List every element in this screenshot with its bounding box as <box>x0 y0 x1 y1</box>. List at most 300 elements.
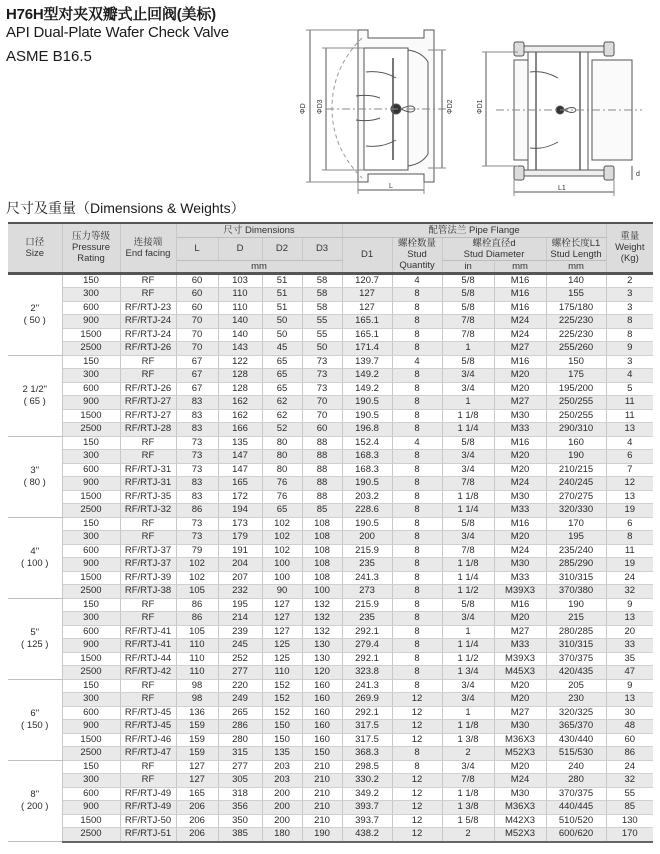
table-row <box>8 625 653 639</box>
cell-stud-dia-mm: M16 <box>494 517 546 531</box>
cell-d1: 269.9 <box>342 693 392 707</box>
title-english: API Dual-Plate Wafer Check Valve <box>6 24 229 41</box>
cell-l: 136 <box>176 706 218 720</box>
cell-end-facing: RF/RTJ-41 <box>120 625 176 639</box>
cell-stud-length: 250/255 <box>546 409 606 423</box>
cell-weight: 32 <box>606 774 653 788</box>
cell-stud-length: 320/325 <box>546 706 606 720</box>
cell-stud-dia-in: 3/4 <box>442 760 494 774</box>
cell-stud-length: 290/310 <box>546 423 606 437</box>
cell-d3: 160 <box>302 720 342 734</box>
section-title: 尺寸及重量（Dimensions & Weights） <box>6 200 245 216</box>
cell-stud-length: 510/520 <box>546 814 606 828</box>
cell-weight: 19 <box>606 558 653 572</box>
table-row <box>8 301 653 315</box>
cell-end-facing: RF/RTJ-49 <box>120 801 176 815</box>
cell-d2: 135 <box>262 747 302 761</box>
table-row <box>8 531 653 545</box>
cell-stud-dia-in: 7/8 <box>442 544 494 558</box>
cell-l: 70 <box>176 328 218 342</box>
cell-end-facing: RF <box>120 288 176 302</box>
cell-stud-dia-in: 5/8 <box>442 436 494 450</box>
cell-stud-dia-in: 1 3/8 <box>442 801 494 815</box>
cell-d1: 438.2 <box>342 828 392 842</box>
cell-d2: 150 <box>262 733 302 747</box>
cell-end-facing: RF/RTJ-31 <box>120 477 176 491</box>
table-row <box>8 558 653 572</box>
header-d2: D2 <box>262 237 302 260</box>
cell-l: 206 <box>176 828 218 842</box>
cell-stud-dia-mm: M45X3 <box>494 666 546 680</box>
cell-d2: 80 <box>262 463 302 477</box>
cell-d1: 279.4 <box>342 639 392 653</box>
cell-stud-dia-mm: M52X3 <box>494 747 546 761</box>
table-row <box>8 463 653 477</box>
cell-d3: 100 <box>302 585 342 599</box>
cell-pressure: 600 <box>62 625 120 639</box>
cell-d2: 127 <box>262 612 302 626</box>
cell-stud-dia-mm: M30 <box>494 558 546 572</box>
cell-d2: 76 <box>262 490 302 504</box>
cell-l: 110 <box>176 639 218 653</box>
cell-stud-dia-in: 1 5/8 <box>442 814 494 828</box>
cell-stud-length: 240/245 <box>546 477 606 491</box>
cell-stud-dia-in: 1 1/8 <box>442 558 494 572</box>
cell-l: 102 <box>176 571 218 585</box>
cell-stud-dia-mm: M24 <box>494 328 546 342</box>
cell-l: 206 <box>176 801 218 815</box>
cell-stud-qty: 4 <box>392 273 442 288</box>
svg-text:ΦD3: ΦD3 <box>317 99 324 114</box>
size-cell <box>8 679 62 760</box>
cell-d3: 58 <box>302 288 342 302</box>
cell-d1: 127 <box>342 301 392 315</box>
cell-d: 249 <box>218 693 262 707</box>
header-d: D <box>218 237 262 260</box>
cell-end-facing: RF <box>120 693 176 707</box>
cell-d1: 349.2 <box>342 787 392 801</box>
cell-stud-qty: 8 <box>392 382 442 396</box>
cell-d: 162 <box>218 409 262 423</box>
table-row <box>8 706 653 720</box>
cell-l: 110 <box>176 652 218 666</box>
cell-l: 206 <box>176 814 218 828</box>
cell-pressure: 150 <box>62 760 120 774</box>
cell-pressure: 1500 <box>62 733 120 747</box>
cell-d2: 102 <box>262 544 302 558</box>
cell-stud-dia-mm: M33 <box>494 571 546 585</box>
cell-end-facing: RF/RTJ-49 <box>120 787 176 801</box>
cell-pressure: 2500 <box>62 423 120 437</box>
header-dim-unit: mm <box>176 260 342 273</box>
cell-l: 102 <box>176 558 218 572</box>
cell-d3: 150 <box>302 747 342 761</box>
cell-end-facing: RF/RTJ-26 <box>120 342 176 356</box>
cell-stud-length: 160 <box>546 436 606 450</box>
svg-text:ΦD1: ΦD1 <box>477 99 484 114</box>
wafer-valve-drawing <box>306 30 446 194</box>
cell-stud-dia-mm: M24 <box>494 315 546 329</box>
cell-stud-length: 210/215 <box>546 463 606 477</box>
cell-weight: 24 <box>606 760 653 774</box>
cell-d2: 152 <box>262 693 302 707</box>
cell-weight: 9 <box>606 679 653 693</box>
cell-d2: 102 <box>262 531 302 545</box>
cell-end-facing: RF/RTJ-41 <box>120 639 176 653</box>
cell-d3: 88 <box>302 450 342 464</box>
cell-stud-length: 370/375 <box>546 652 606 666</box>
cell-stud-dia-mm: M27 <box>494 625 546 639</box>
cell-stud-dia-in: 3/4 <box>442 612 494 626</box>
cell-d: 318 <box>218 787 262 801</box>
cell-d1: 168.3 <box>342 450 392 464</box>
cell-d1: 171.4 <box>342 342 392 356</box>
cell-l: 98 <box>176 693 218 707</box>
cell-stud-length: 255/260 <box>546 342 606 356</box>
cell-d2: 45 <box>262 342 302 356</box>
cell-pressure: 150 <box>62 436 120 450</box>
cell-stud-dia-in: 5/8 <box>442 288 494 302</box>
cell-d1: 393.7 <box>342 814 392 828</box>
cell-d2: 110 <box>262 666 302 680</box>
cell-d2: 152 <box>262 679 302 693</box>
cell-pressure: 300 <box>62 450 120 464</box>
cell-stud-length: 175/180 <box>546 301 606 315</box>
cell-pressure: 2500 <box>62 342 120 356</box>
cell-d3: 160 <box>302 733 342 747</box>
cell-d3: 108 <box>302 558 342 572</box>
cell-stud-qty: 8 <box>392 747 442 761</box>
cell-d1: 149.2 <box>342 382 392 396</box>
table-row <box>8 315 653 329</box>
cell-pressure: 300 <box>62 774 120 788</box>
cell-d2: 200 <box>262 801 302 815</box>
svg-text:L: L <box>389 183 393 190</box>
standard-label: ASME B16.5 <box>6 48 92 65</box>
cell-end-facing: RF/RTJ-44 <box>120 652 176 666</box>
cell-stud-length: 230 <box>546 693 606 707</box>
cell-d3: 160 <box>302 706 342 720</box>
cell-d1: 139.7 <box>342 355 392 369</box>
cell-stud-dia-mm: M16 <box>494 273 546 288</box>
cell-weight: 13 <box>606 693 653 707</box>
cell-weight: 6 <box>606 450 653 464</box>
cell-d: 239 <box>218 625 262 639</box>
cell-stud-length: 440/445 <box>546 801 606 815</box>
cell-stud-qty: 12 <box>392 733 442 747</box>
cell-d2: 203 <box>262 774 302 788</box>
table-row <box>8 585 653 599</box>
size-inch: 2 1/2" <box>22 383 47 395</box>
cell-stud-dia-mm: M36X3 <box>494 801 546 815</box>
cell-stud-dia-mm: M24 <box>494 774 546 788</box>
cell-stud-length: 205 <box>546 679 606 693</box>
cell-stud-dia-mm: M16 <box>494 436 546 450</box>
cell-d1: 292.1 <box>342 652 392 666</box>
cell-stud-dia-in: 2 <box>442 747 494 761</box>
cell-stud-qty: 8 <box>392 585 442 599</box>
cell-l: 73 <box>176 463 218 477</box>
cell-pressure: 150 <box>62 273 120 288</box>
size-cell <box>8 517 62 598</box>
table-row <box>8 787 653 801</box>
cell-d3: 108 <box>302 531 342 545</box>
cell-stud-dia-mm: M33 <box>494 639 546 653</box>
cell-d3: 210 <box>302 801 342 815</box>
cell-d: 140 <box>218 328 262 342</box>
cell-end-facing: RF/RTJ-42 <box>120 666 176 680</box>
cell-d2: 127 <box>262 598 302 612</box>
cell-stud-qty: 4 <box>392 436 442 450</box>
cell-d3: 55 <box>302 315 342 329</box>
size-cell <box>8 355 62 436</box>
cell-stud-qty: 8 <box>392 625 442 639</box>
cell-d: 385 <box>218 828 262 842</box>
cell-d2: 90 <box>262 585 302 599</box>
cell-stud-dia-in: 7/8 <box>442 774 494 788</box>
cell-stud-length: 270/275 <box>546 490 606 504</box>
cell-stud-dia-mm: M20 <box>494 760 546 774</box>
cell-d: 214 <box>218 612 262 626</box>
cell-pressure: 2500 <box>62 585 120 599</box>
table-row <box>8 652 653 666</box>
cell-stud-qty: 8 <box>392 679 442 693</box>
cell-d1: 215.9 <box>342 598 392 612</box>
cell-d3: 85 <box>302 504 342 518</box>
cell-d2: 65 <box>262 382 302 396</box>
cell-l: 70 <box>176 315 218 329</box>
cell-l: 105 <box>176 625 218 639</box>
cell-end-facing: RF/RTJ-50 <box>120 814 176 828</box>
cell-d: 165 <box>218 477 262 491</box>
cell-stud-dia-in: 3/4 <box>442 531 494 545</box>
cell-stud-dia-in: 3/4 <box>442 463 494 477</box>
cell-d1: 190.5 <box>342 517 392 531</box>
cell-end-facing: RF/RTJ-51 <box>120 828 176 842</box>
header-end-facing: 连接端 End facing <box>120 223 176 273</box>
cell-stud-length: 150 <box>546 355 606 369</box>
cell-stud-qty: 8 <box>392 396 442 410</box>
cell-d3: 70 <box>302 396 342 410</box>
cell-pressure: 300 <box>62 612 120 626</box>
cell-stud-dia-mm: M39X3 <box>494 652 546 666</box>
cell-weight: 5 <box>606 382 653 396</box>
cell-d1: 323.8 <box>342 666 392 680</box>
cell-stud-qty: 8 <box>392 531 442 545</box>
cell-d2: 65 <box>262 369 302 383</box>
cell-stud-qty: 8 <box>392 450 442 464</box>
cell-pressure: 600 <box>62 787 120 801</box>
cell-d: 143 <box>218 342 262 356</box>
table-row <box>8 544 653 558</box>
cell-end-facing: RF/RTJ-47 <box>120 747 176 761</box>
cell-d1: 127 <box>342 288 392 302</box>
cell-stud-length: 195/200 <box>546 382 606 396</box>
cell-d1: 203.2 <box>342 490 392 504</box>
dimensions-weights-table <box>8 222 653 843</box>
cell-d: 172 <box>218 490 262 504</box>
cell-stud-qty: 8 <box>392 409 442 423</box>
cell-stud-qty: 8 <box>392 423 442 437</box>
table-row <box>8 598 653 612</box>
cell-stud-dia-in: 1 1/4 <box>442 639 494 653</box>
cell-stud-qty: 12 <box>392 801 442 815</box>
cell-stud-dia-in: 1 <box>442 396 494 410</box>
cell-stud-dia-in: 1 1/8 <box>442 490 494 504</box>
cell-weight: 8 <box>606 531 653 545</box>
cell-d1: 215.9 <box>342 544 392 558</box>
title-block <box>6 6 229 66</box>
cell-stud-qty: 12 <box>392 774 442 788</box>
cell-d1: 165.1 <box>342 328 392 342</box>
cell-d1: 235 <box>342 612 392 626</box>
cell-stud-qty: 8 <box>392 571 442 585</box>
cell-stud-dia-mm: M52X3 <box>494 828 546 842</box>
cell-end-facing: RF <box>120 679 176 693</box>
cell-d3: 58 <box>302 301 342 315</box>
cell-end-facing: RF/RTJ-37 <box>120 544 176 558</box>
cell-weight: 12 <box>606 477 653 491</box>
cell-d2: 52 <box>262 423 302 437</box>
cell-stud-dia-mm: M20 <box>494 612 546 626</box>
cell-stud-dia-in: 1 1/2 <box>442 652 494 666</box>
cell-l: 165 <box>176 787 218 801</box>
cell-stud-qty: 8 <box>392 612 442 626</box>
cell-d: 305 <box>218 774 262 788</box>
cell-d1: 168.3 <box>342 463 392 477</box>
cell-stud-dia-in: 1 1/2 <box>442 585 494 599</box>
cell-d3: 132 <box>302 625 342 639</box>
cell-weight: 130 <box>606 814 653 828</box>
cell-stud-qty: 12 <box>392 693 442 707</box>
cell-stud-dia-mm: M20 <box>494 450 546 464</box>
table-row <box>8 720 653 734</box>
cell-stud-length: 155 <box>546 288 606 302</box>
cell-weight: 7 <box>606 463 653 477</box>
cell-l: 159 <box>176 747 218 761</box>
cell-weight: 30 <box>606 706 653 720</box>
cell-stud-dia-mm: M16 <box>494 288 546 302</box>
cell-d2: 180 <box>262 828 302 842</box>
cell-d1: 190.5 <box>342 409 392 423</box>
cell-d2: 51 <box>262 301 302 315</box>
cell-l: 86 <box>176 504 218 518</box>
cell-l: 73 <box>176 531 218 545</box>
cell-stud-dia-mm: M36X3 <box>494 733 546 747</box>
cell-d1: 241.3 <box>342 679 392 693</box>
svg-text:ΦD2: ΦD2 <box>447 99 454 114</box>
label-d: ΦD <box>300 103 307 114</box>
cell-stud-dia-in: 5/8 <box>442 355 494 369</box>
cell-d: 147 <box>218 450 262 464</box>
size-inch: 5" <box>30 626 40 638</box>
cell-stud-length: 310/315 <box>546 639 606 653</box>
cell-stud-dia-mm: M16 <box>494 598 546 612</box>
cell-weight: 170 <box>606 828 653 842</box>
cell-stud-length: 280 <box>546 774 606 788</box>
cell-l: 83 <box>176 396 218 410</box>
cell-stud-dia-in: 7/8 <box>442 328 494 342</box>
cell-d1: 273 <box>342 585 392 599</box>
cell-pressure: 1500 <box>62 814 120 828</box>
table-row <box>8 423 653 437</box>
size-inch: 2" <box>30 302 40 314</box>
cell-d: 356 <box>218 801 262 815</box>
svg-text:d: d <box>636 171 640 178</box>
cell-stud-dia-in: 1 1/4 <box>442 571 494 585</box>
cell-pressure: 300 <box>62 369 120 383</box>
cell-weight: 3 <box>606 301 653 315</box>
cell-stud-dia-mm: M30 <box>494 409 546 423</box>
cell-d1: 200 <box>342 531 392 545</box>
cell-stud-qty: 12 <box>392 787 442 801</box>
cell-d: 252 <box>218 652 262 666</box>
cell-end-facing: RF <box>120 598 176 612</box>
cell-l: 83 <box>176 490 218 504</box>
cell-pressure: 600 <box>62 463 120 477</box>
cell-d3: 160 <box>302 693 342 707</box>
table-row <box>8 814 653 828</box>
cell-stud-length: 225/230 <box>546 315 606 329</box>
cell-d1: 149.2 <box>342 369 392 383</box>
cell-d3: 210 <box>302 760 342 774</box>
cell-end-facing: RF/RTJ-46 <box>120 733 176 747</box>
cell-d3: 108 <box>302 544 342 558</box>
cell-d1: 241.3 <box>342 571 392 585</box>
cell-d1: 393.7 <box>342 801 392 815</box>
cell-pressure: 1500 <box>62 409 120 423</box>
cell-end-facing: RF/RTJ-24 <box>120 315 176 329</box>
cell-l: 86 <box>176 598 218 612</box>
cell-d2: 80 <box>262 450 302 464</box>
cell-stud-length: 175 <box>546 369 606 383</box>
cell-weight: 2 <box>606 273 653 288</box>
table-row <box>8 409 653 423</box>
cell-weight: 33 <box>606 639 653 653</box>
cell-l: 60 <box>176 301 218 315</box>
cell-d2: 80 <box>262 436 302 450</box>
cell-l: 67 <box>176 382 218 396</box>
installed-valve-drawing <box>482 42 642 196</box>
cell-d3: 55 <box>302 328 342 342</box>
title-chinese: H76H型对夹双瓣式止回阀(美标) <box>6 6 216 23</box>
table-row <box>8 571 653 585</box>
cell-pressure: 1500 <box>62 490 120 504</box>
cell-d: 194 <box>218 504 262 518</box>
header-dimensions: 尺寸 Dimensions <box>176 223 342 237</box>
cell-d: 179 <box>218 531 262 545</box>
header-d1: D1 <box>342 237 392 273</box>
header-stud-length: 螺栓长度L1 Stud Length <box>546 237 606 260</box>
cell-weight: 13 <box>606 490 653 504</box>
cell-d1: 235 <box>342 558 392 572</box>
cell-d3: 88 <box>302 463 342 477</box>
cell-d2: 65 <box>262 355 302 369</box>
table-row <box>8 666 653 680</box>
cell-l: 73 <box>176 517 218 531</box>
table-row <box>8 477 653 491</box>
cell-stud-dia-mm: M39X3 <box>494 585 546 599</box>
cell-d2: 125 <box>262 652 302 666</box>
cell-stud-qty: 8 <box>392 544 442 558</box>
cell-end-facing: RF/RTJ-26 <box>120 382 176 396</box>
cell-l: 105 <box>176 585 218 599</box>
cell-d2: 62 <box>262 396 302 410</box>
table-row <box>8 801 653 815</box>
header-l: L <box>176 237 218 260</box>
cell-d3: 130 <box>302 639 342 653</box>
cell-pressure: 600 <box>62 544 120 558</box>
